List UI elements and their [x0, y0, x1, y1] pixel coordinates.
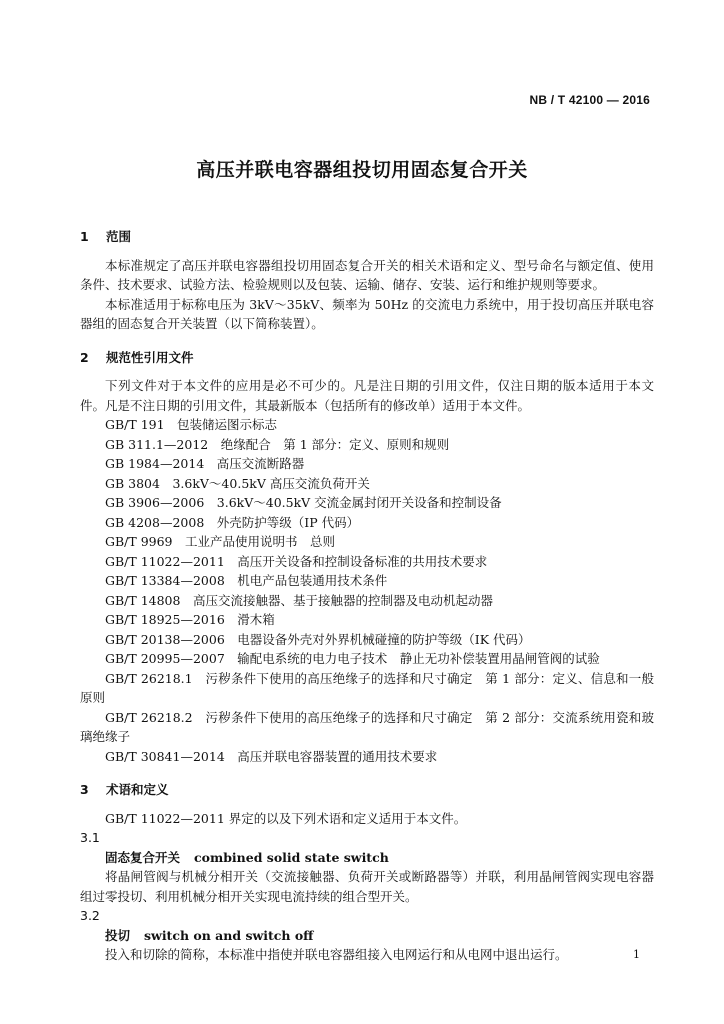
section-heading-normative-references	[80, 348, 654, 368]
section-number: 3	[80, 782, 89, 797]
section-title: 术语和定义	[106, 782, 169, 797]
clause-number: 3.2	[80, 908, 100, 923]
section-title: 规范性引用文件	[106, 349, 194, 365]
scope-paragraph: 本标准规定了高压并联电容器组投切用固态复合开关的相关术语和定义、型号命名与额定值、使用条件、技术要求、试验方法、检验规则以及包装、运输、储存、安装、运行和维护规则等要求。	[80, 257, 654, 292]
reference-item: GB/T 20995—2007 输配电系统的电力电子技术 静止无功补偿装置用晶闸管阀的试验	[105, 651, 600, 666]
section-number: 2	[80, 349, 89, 365]
section-heading-terms	[80, 780, 654, 800]
references-intro: 下列文件对于本文件的应用是必不可少的。凡是注日期的引用文件，仅注日期的版本适用于本文件。凡是不注日期的引用文件，其最新版本（包括所有的修改单）适用于本文件。	[80, 378, 654, 413]
reference-item: GB 4208—2008 外壳防护等级（IP 代码）	[105, 514, 360, 530]
reference-item: GB/T 18925—2016 滑木箱	[105, 612, 275, 627]
reference-item: GB/T 9969 工业产品使用说明书 总则	[105, 534, 336, 549]
term-definition: 投入和切除的简称，本标准中指使并联电容器组接入电网运行和从电网中退出运行。	[105, 947, 568, 962]
reference-item: GB/T 191 包装储运图示标志	[105, 417, 278, 432]
document-title: 高压并联电容器组投切用固态复合开关	[196, 159, 528, 181]
reference-item: GB/T 26218.2 污秽条件下使用的高压绝缘子的选择和尺寸确定 第 2 部分：交流系统用瓷和玻璃绝缘子	[80, 709, 654, 744]
document-body	[80, 227, 654, 965]
reference-item: GB/T 13384—2008 机电产品包装通用技术条件	[105, 573, 388, 588]
reference-item: GB 3804 3.6kV～40.5kV 高压交流负荷开关	[105, 475, 370, 491]
page-number: 1	[633, 948, 640, 961]
term-chinese: 固态复合开关	[105, 849, 181, 865]
reference-item: GB/T 11022—2011 高压开关设备和控制设备标准的共用技术要求	[105, 553, 488, 569]
reference-item: GB/T 14808 高压交流接触器、基于接触器的控制器及电动机起动器	[105, 592, 493, 608]
section-heading-scope	[80, 227, 654, 247]
term-english: switch on and switch off	[144, 927, 314, 943]
section-number: 1	[80, 229, 89, 244]
reference-item: GB 3906—2006 3.6kV～40.5kV 交流金属封闭开关设备和控制设备	[105, 495, 502, 510]
standard-code: NB / T 42100 — 2016	[529, 93, 650, 107]
term-english: combined solid state switch	[194, 849, 389, 865]
reference-item: GB/T 20138—2006 电器设备外壳对外界机械碰撞的防护等级（IK 代码）	[105, 631, 531, 647]
term-chinese: 投切	[105, 927, 131, 943]
reference-item: GB 311.1—2012 绝缘配合 第 1 部分：定义、原则和规则	[105, 436, 450, 452]
term-entry	[80, 848, 654, 868]
term-entry	[80, 926, 654, 946]
reference-item: GB 1984—2014 高压交流断路器	[105, 456, 305, 471]
term-definition: 将晶闸管阀与机械分相开关（交流接触器、负荷开关或断路器等）并联，利用晶闸管阀实现电容器组过零投切、利用机械分相开关实现电流持续的组合型开关。	[80, 869, 654, 904]
section-title: 范围	[106, 229, 132, 244]
reference-item: GB/T 26218.1 污秽条件下使用的高压绝缘子的选择和尺寸确定 第 1 部分：定义、信息和一般原则	[80, 670, 654, 705]
reference-item: GB/T 30841—2014 高压并联电容器装置的通用技术要求	[105, 748, 438, 764]
terms-intro: GB/T 11022—2011 界定的以及下列术语和定义适用于本文件。	[105, 810, 467, 826]
clause-number: 3.1	[80, 830, 100, 845]
scope-paragraph: 本标准适用于标称电压为 3kV～35kV、频率为 50Hz 的交流电力系统中，用于投切高压并联电容器组的固态复合开关装置（以下简称装置）。	[80, 296, 654, 331]
